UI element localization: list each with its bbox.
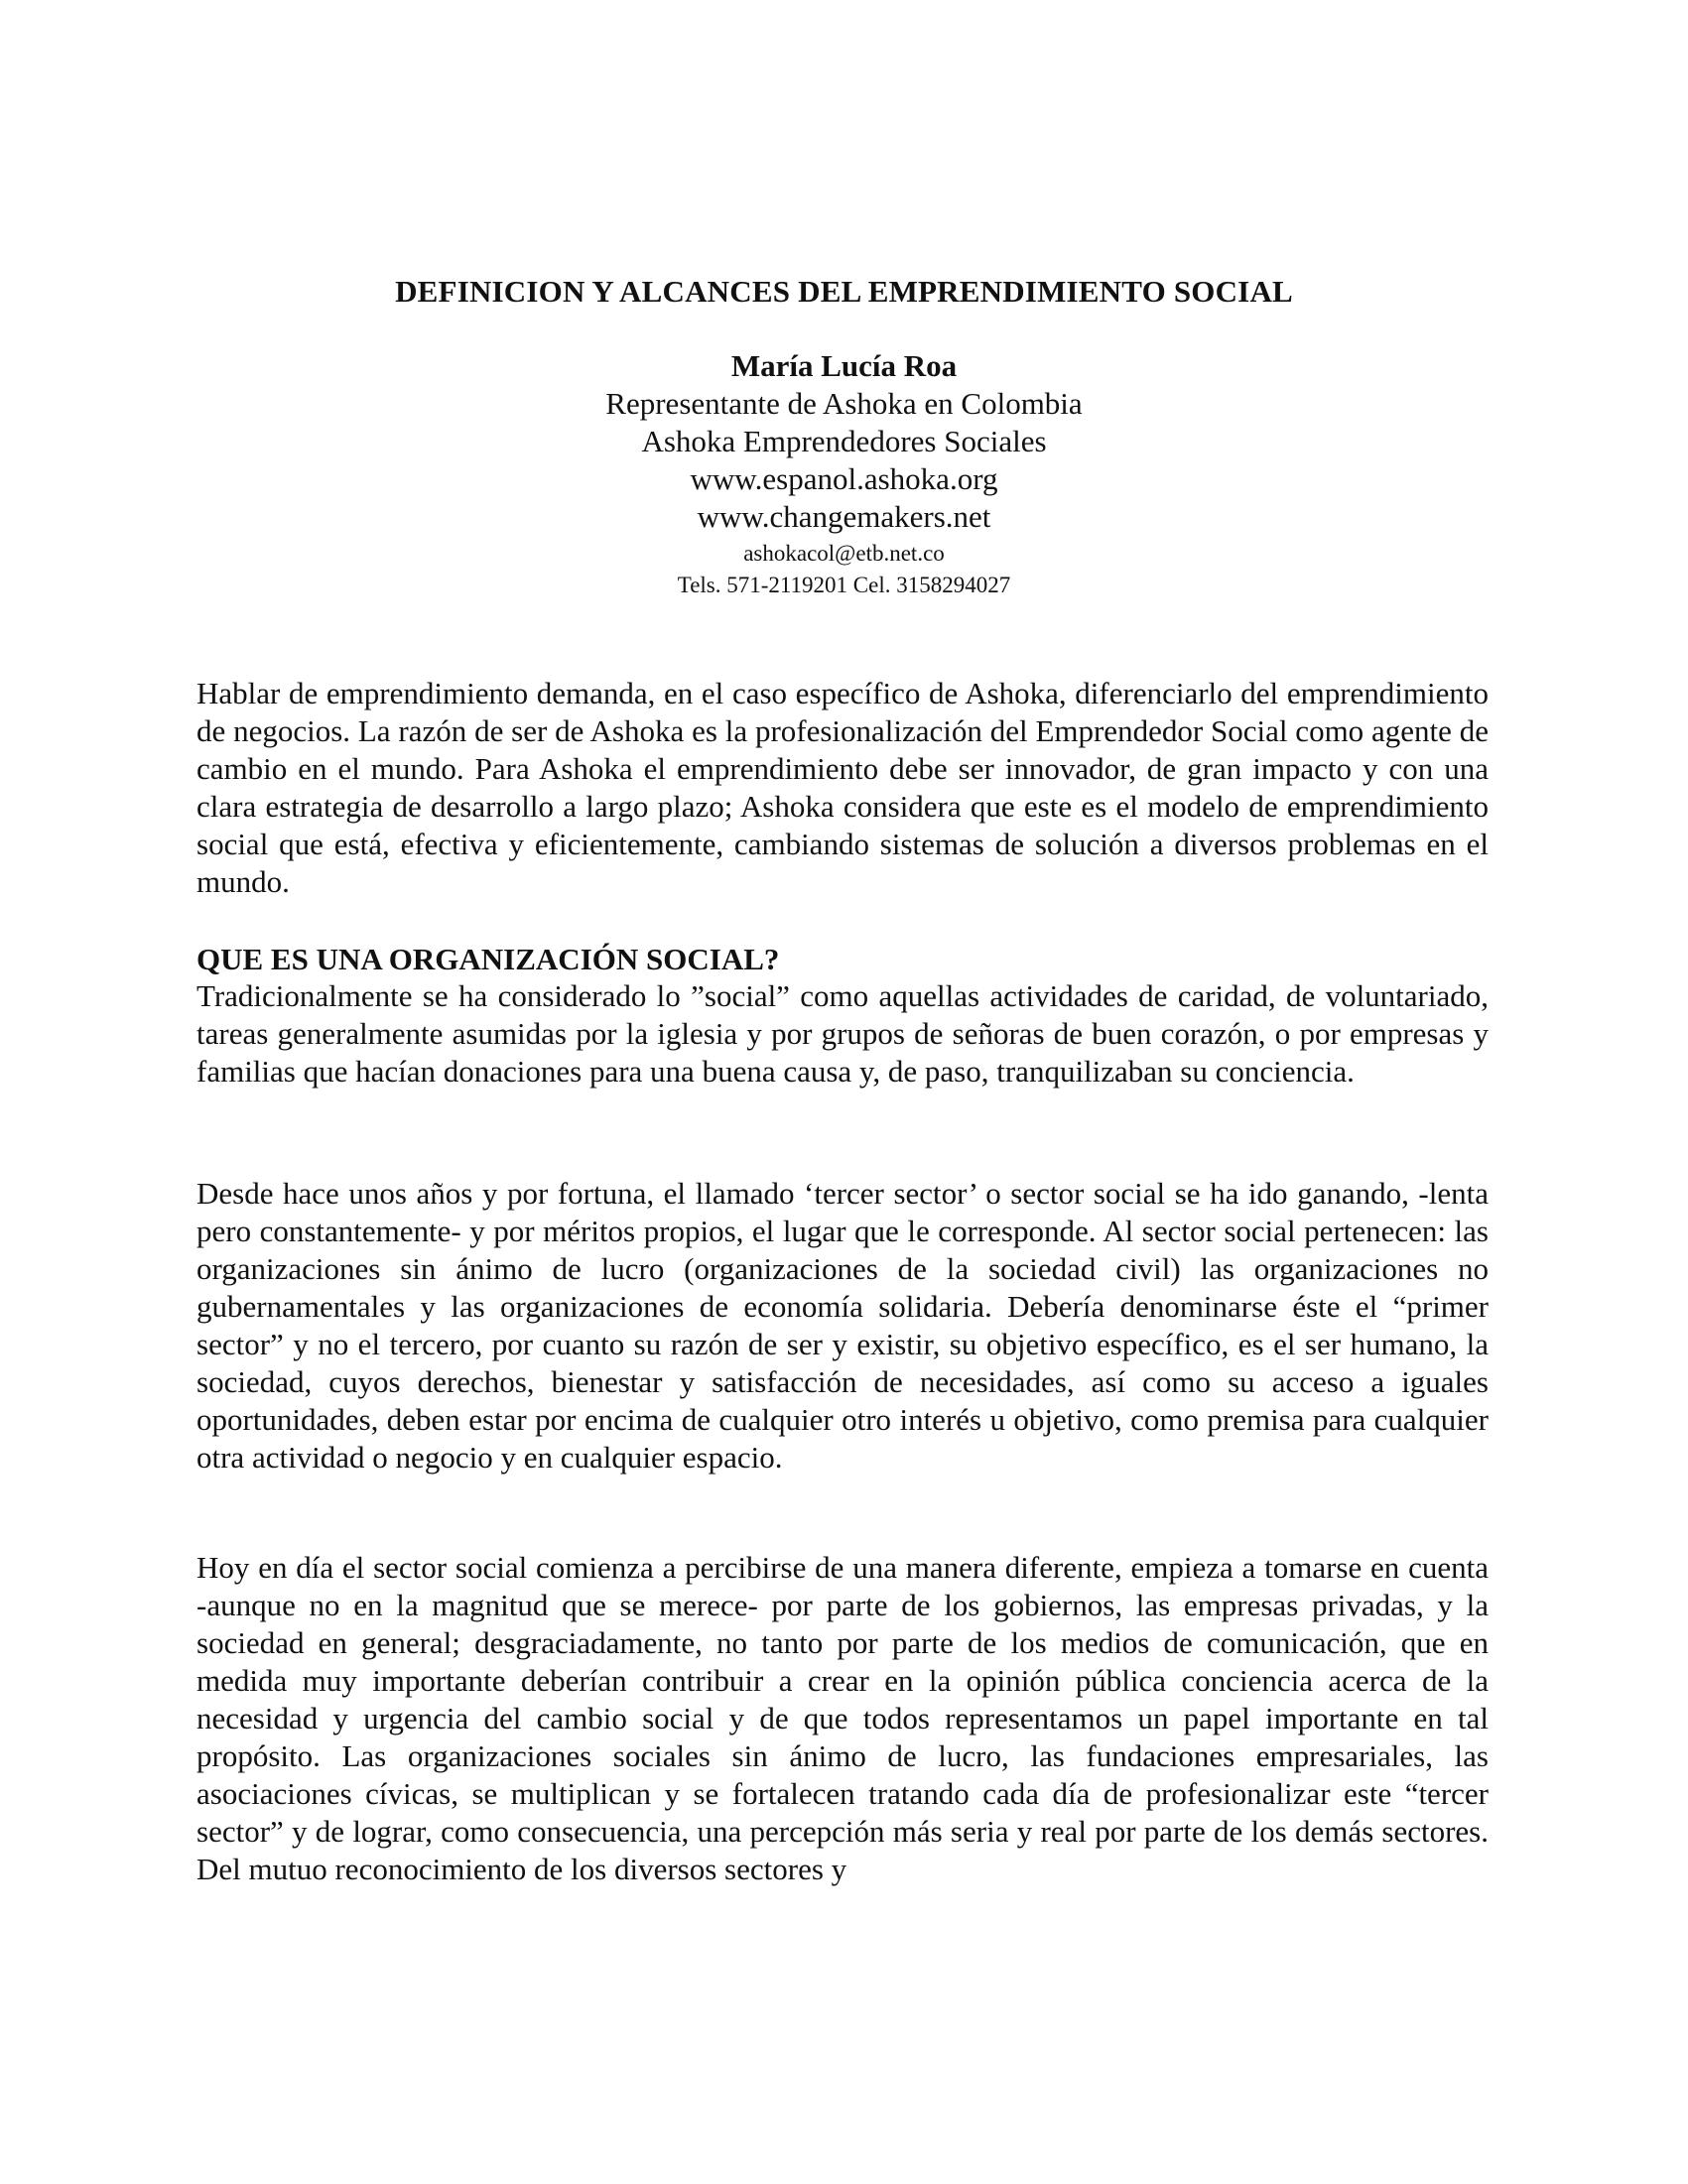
author-email[interactable]: ashokacol@etb.net.co (743, 541, 945, 566)
section-paragraph-2: Desde hace unos años y por fortuna, el llamado ‘tercer sector’ o sector social se ha ido ganando, -lenta pero constantemente- y por méritos propios, el lugar que le corresponde. Al sector social pertenecen: las organizaciones sin ánimo de lucro (organizaciones de la sociedad civil) las organizaciones no gubernamentales y las organizaciones de economía solidaria. Debería denominarse éste el “primer sector” y no el tercero, por cuanto su razón de ser y existir, su objetivo específico, es el ser humano, la sociedad, cuyos derechos, bienestar y satisfacción de necesidades, así como su acceso a iguales oportunidades, deben estar por encima de cualquier otro interés u objetivo, como premisa para cualquier otra actividad o negocio y en cualquier espacio. (196, 1176, 1489, 1475)
author-block (0, 347, 1688, 600)
section-heading: QUE ES UNA ORGANIZACIÓN SOCIAL? (196, 942, 780, 976)
section-paragraph-3: Hoy en día el sector social comienza a percibirse de una manera diferente, empieza a tomarse en cuenta -aunque no en la magnitud que se merece- por parte de los gobiernos, las empresas privadas, y la sociedad en general; desgraciadamente, no tanto por parte de los medios de comunicación, que en medida muy importante deberían contribuir a crear en la opinión pública conciencia acerca de la necesidad y urgencia del cambio social y de que todos representamos un papel importante en tal propósito. Las organizaciones sociales sin ánimo de lucro, las fundaciones empresariales, las asociaciones cívicas, se multiplican y se fortalecen tratando cada día de profesionalizar este “tercer sector” y de lograr, como consecuencia, una percepción más seria y real por parte de los demás sectores. Del mutuo reconocimiento de los diversos sectores y (196, 1550, 1489, 1886)
author-phones: Tels. 571-2119201 Cel. 3158294027 (677, 573, 1011, 597)
section-paragraph-1: Tradicionalmente se ha considerado lo ”social” como aquellas actividades de caridad, de voluntariado, tareas generalmente asumidas por la iglesia y por grupos de señoras de buen corazón, o por empresas y familias que hacían donaciones para una buena causa y, de paso, tranquilizaban su conciencia. (196, 978, 1489, 1089)
document-title: DEFINICION Y ALCANCES DEL EMPRENDIMIENTO SOCIAL (395, 274, 1293, 309)
author-website-changemakers[interactable]: www.changemakers.net (697, 499, 991, 534)
author-role: Representante de Ashoka en Colombia (605, 386, 1083, 421)
author-organization: Ashoka Emprendedores Sociales (641, 424, 1047, 458)
author-website-ashoka[interactable]: www.espanol.ashoka.org (690, 461, 998, 496)
author-name: María Lucía Roa (730, 348, 958, 383)
intro-paragraph: Hablar de emprendimiento demanda, en el caso específico de Ashoka, diferenciarlo del emprendimiento de negocios. La razón de ser de Ashoka es la profesionalización del Emprendedor Social como agente de cambio en el mundo. Para Ashoka el emprendimiento debe ser innovador, de gran impacto y con una clara estrategia de desarrollo a largo plazo; Ashoka considera que este es el modelo de emprendimiento social que está, efectiva y eficientemente, cambiando sistemas de solución a diversos problemas en el mundo. (196, 676, 1489, 899)
